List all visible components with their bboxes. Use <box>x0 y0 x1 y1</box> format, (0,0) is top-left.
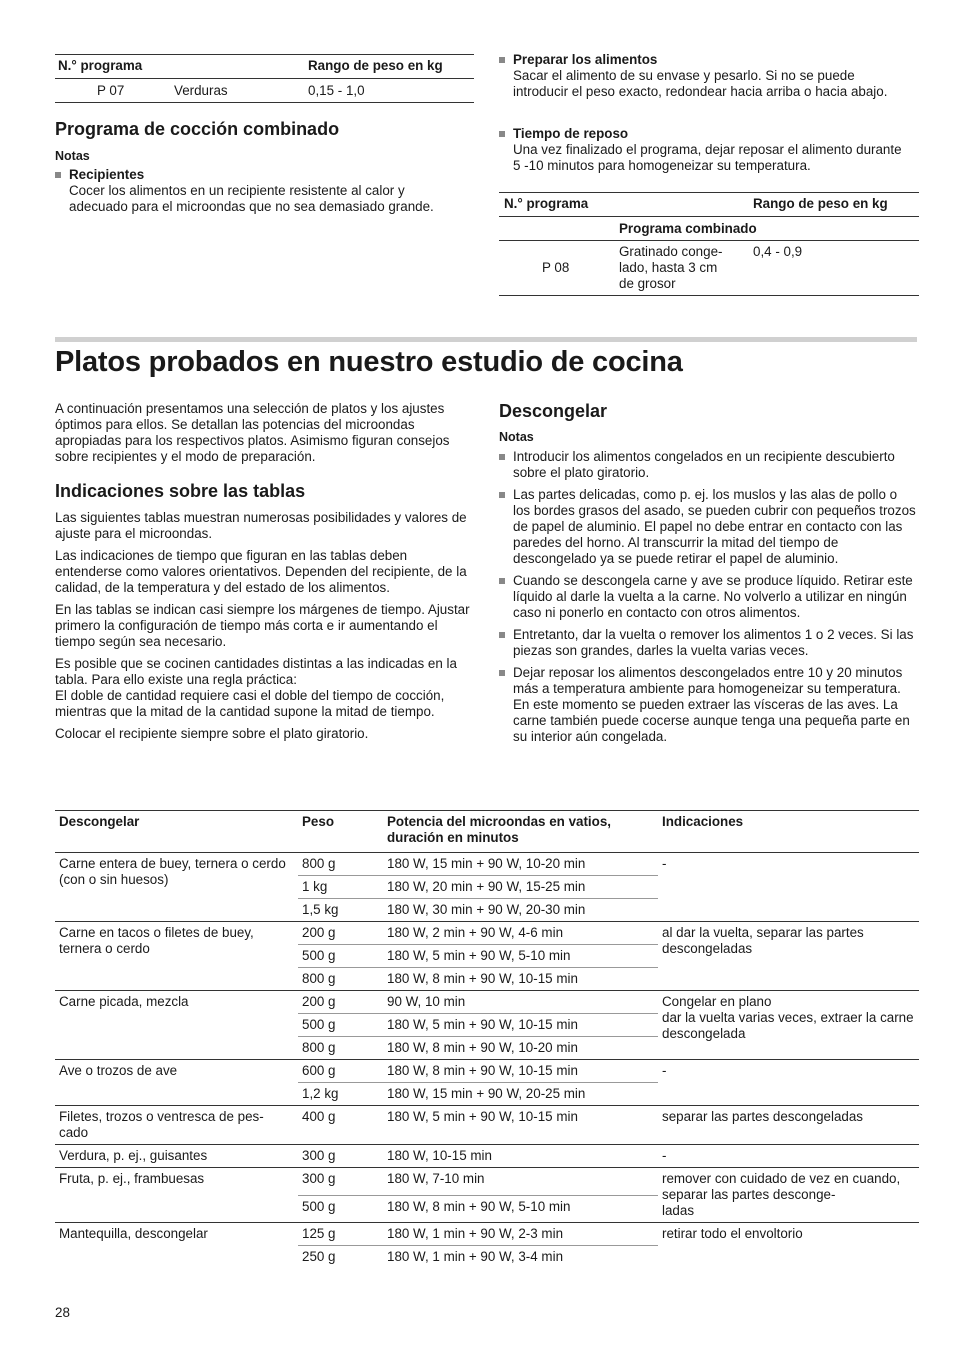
power-cell: 180 W, 20 min + 90 W, 15-25 min <box>383 876 658 899</box>
weight-cell: 800 g <box>298 853 383 876</box>
power-cell: 180 W, 8 min + 90 W, 10-15 min <box>383 1060 658 1083</box>
list-item: Las partes delicadas, como p. ej. los muslos y las alas de pollo o los bordes grasos del asado, se pueden cubrir con pequeños trozos de papel de aluminio. El papel no debe entrar en contacto con las paredes del horno. Al transcurrir la mitad del tiempo de descongelado ya se puede retirar el papel de aluminio. <box>499 487 917 567</box>
note-cell: Congelar en plano dar la vuelta varias veces, extraer la carne descongelada <box>658 991 919 1060</box>
section-title-indicaciones: Indicaciones sobre las tablas <box>55 481 306 501</box>
indicaciones-paragraph: Las siguientes tablas muestran numerosas posibilidades y valores de ajuste para el microondas. <box>55 510 467 541</box>
page-title: Platos probados en nuestro estudio de cocina <box>55 346 683 378</box>
weight-cell: 600 g <box>298 1060 383 1083</box>
bullet-square-icon <box>499 57 505 63</box>
weight-cell: 250 g <box>298 1246 383 1269</box>
weight-cell: 500 g <box>298 1014 383 1037</box>
food-cell: Fruta, p. ej., frambuesas <box>55 1168 298 1223</box>
weight-cell: 125 g <box>298 1223 383 1246</box>
bullet-preparar: Preparar los alimentos Sacar el alimento de su envase y pesarlo. Si no se puede introducir el peso exacto, redondear hacia arriba o hacia abajo. <box>499 52 909 100</box>
section-title-descongelar: Descongelar <box>499 401 608 421</box>
indicaciones-paragraph: Es posible que se cocinen cantidades distintas a las indicadas en la tabla. Para ello existe una regla práctica: El doble de cantidad requiere casi el doble del tiempo de cocción, mientras que la mitad de la cantidad supone la mitad de tiempo. <box>55 656 457 719</box>
power-cell: 180 W, 8 min + 90 W, 10-15 min <box>383 968 658 991</box>
table-row <box>55 1168 919 1196</box>
list-item: Cuando se descongela carne y ave se produce líquido. Retirar este líquido al darle la vuelta a la carne. No volverlo a utilizar en ningún caso ni ponerlo en contacto con otros alimentos. <box>499 573 917 621</box>
table-header-num: N.° programa <box>58 58 143 73</box>
food-cell: Mantequilla, descongelar <box>55 1223 298 1269</box>
defrost-table <box>55 810 919 1268</box>
note-cell: - <box>658 1145 919 1168</box>
bullet-square-icon <box>499 492 505 498</box>
list-item: Introducir los alimentos congelados en un recipiente descubierto sobre el plato giratorio. <box>499 449 917 481</box>
bullet-square-icon <box>55 172 61 178</box>
table-row <box>55 1060 919 1083</box>
column-header: Potencia del microondas en vatios, duración en minutos <box>383 811 658 853</box>
table-header-num: N.° programa <box>504 196 589 211</box>
intro-paragraph: A continuación presentamos una selección de platos y los ajustes óptimos para ellos. Se detallan las potencias del microondas apropiadas para los respectivos platos. Asimismo figuran consejos sobre recipientes y el modo de preparación. <box>55 401 450 464</box>
bullet-square-icon <box>499 632 505 638</box>
weight-cell: 200 g <box>298 922 383 945</box>
food-cell: Carne entera de buey, ternera o cerdo (con o sin huesos) <box>55 853 298 922</box>
food-cell: Ave o trozos de ave <box>55 1060 298 1106</box>
weight-cell: 1 kg <box>298 876 383 899</box>
power-cell: 180 W, 1 min + 90 W, 3-4 min <box>383 1246 658 1269</box>
power-cell: 180 W, 7-10 min <box>383 1168 658 1196</box>
weight-cell: 800 g <box>298 968 383 991</box>
bullet-square-icon <box>499 454 505 460</box>
table-header-range: Rango de peso en kg <box>308 58 443 73</box>
program-name: Verduras <box>174 83 228 98</box>
weight-cell: 500 g <box>298 1195 383 1223</box>
power-cell: 180 W, 5 min + 90 W, 10-15 min <box>383 1014 658 1037</box>
power-cell: 180 W, 1 min + 90 W, 2-3 min <box>383 1223 658 1246</box>
note-cell: - <box>658 853 919 922</box>
weight-cell: 300 g <box>298 1168 383 1196</box>
table-row <box>55 1106 919 1145</box>
bullet-square-icon <box>499 670 505 676</box>
power-cell: 180 W, 8 min + 90 W, 5-10 min <box>383 1195 658 1223</box>
program-range: 0,4 - 0,9 <box>753 244 803 259</box>
list-item: Entretanto, dar la vuelta o remover los alimentos 1 o 2 veces. Si las piezas son grandes, darles la vuelta varias veces. <box>499 627 917 659</box>
indicaciones-body <box>55 510 470 748</box>
table-subheader: Programa combinado <box>619 221 757 236</box>
food-cell: Carne en tacos o filetes de buey, ternera o cerdo <box>55 922 298 991</box>
note-cell: al dar la vuelta, separar las partes descongeladas <box>658 922 919 991</box>
power-cell: 180 W, 5 min + 90 W, 10-15 min <box>383 1106 658 1145</box>
food-cell: Carne picada, mezcla <box>55 991 298 1060</box>
power-cell: 180 W, 5 min + 90 W, 5-10 min <box>383 945 658 968</box>
table-row <box>55 853 919 876</box>
table-row <box>55 922 919 945</box>
note-cell: separar las partes descongeladas <box>658 1106 919 1145</box>
program-name: Gratinado conge- lado, hasta 3 cm de grosor <box>619 244 723 291</box>
indicaciones-paragraph: En las tablas se indican casi siempre los márgenes de tiempo. Ajustar primero la configuración de tiempo más corta e ir aumentando el tiempo según sea necesario. <box>55 602 470 649</box>
power-cell: 180 W, 15 min + 90 W, 20-25 min <box>383 1083 658 1106</box>
table-row <box>55 1145 919 1168</box>
note-cell: - <box>658 1060 919 1106</box>
note-cell: retirar todo el envoltorio <box>658 1223 919 1269</box>
weight-cell: 200 g <box>298 991 383 1014</box>
page-number: 28 <box>55 1305 70 1320</box>
section-divider <box>55 337 917 342</box>
weight-cell: 1,2 kg <box>298 1083 383 1106</box>
table-header-range: Rango de peso en kg <box>753 196 888 211</box>
column-header: Indicaciones <box>658 811 919 853</box>
weight-cell: 400 g <box>298 1106 383 1145</box>
bullet-square-icon <box>499 578 505 584</box>
section-title-combinado: Programa de cocción combinado <box>55 119 340 139</box>
power-cell: 180 W, 30 min + 90 W, 20-30 min <box>383 899 658 922</box>
note-cell: remover con cuidado de vez en cuando, separar las partes desconge- ladas <box>658 1168 919 1223</box>
indicaciones-paragraph: Las indicaciones de tiempo que figuran en las tablas deben entenderse como valores orientativos. Dependen del recipiente, de la calidad, de la temperatura y del estado de los alimentos. <box>55 548 467 595</box>
bullet-reposo: Tiempo de reposo Una vez finalizado el programa, dejar reposar el alimento durante 5 -10 minutos para homogeneizar su temperatura. <box>499 126 909 174</box>
power-cell: 180 W, 10-15 min <box>383 1145 658 1168</box>
power-cell: 180 W, 8 min + 90 W, 10-20 min <box>383 1037 658 1060</box>
bullet-recipientes: Recipientes Cocer los alimentos en un recipiente resistente al calor y adecuado para el microondas que no sea demasiado grande. <box>55 167 455 215</box>
weight-cell: 800 g <box>298 1037 383 1060</box>
bullet-square-icon <box>499 131 505 137</box>
program-range: 0,15 - 1,0 <box>308 83 365 98</box>
table-row <box>55 1223 919 1246</box>
weight-cell: 1,5 kg <box>298 899 383 922</box>
power-cell: 180 W, 2 min + 90 W, 4-6 min <box>383 922 658 945</box>
food-cell: Filetes, trozos o ventresca de pes- cado <box>55 1106 298 1145</box>
program-code: P 07 <box>97 83 125 98</box>
list-item: Dejar reposar los alimentos descongelados entre 10 y 20 minutos más a temperatura ambiente para homogeneizar su temperatura. En este momento se pueden extraer las vísceras de las aves. La carne también puede cocerse aunque tenga una pequeña parte en su interior aún congelada. <box>499 665 917 745</box>
program-code: P 08 <box>542 260 570 275</box>
descongelar-bullets <box>499 449 917 751</box>
food-cell: Verdura, p. ej., guisantes <box>55 1145 298 1168</box>
table-row <box>55 991 919 1014</box>
weight-cell: 300 g <box>298 1145 383 1168</box>
notes-label: Notas <box>499 430 534 444</box>
weight-cell: 500 g <box>298 945 383 968</box>
notes-label: Notas <box>55 149 90 163</box>
column-header: Peso <box>298 811 383 853</box>
power-cell: 180 W, 15 min + 90 W, 10-20 min <box>383 853 658 876</box>
indicaciones-paragraph: Colocar el recipiente siempre sobre el plato giratorio. <box>55 726 369 741</box>
power-cell: 90 W, 10 min <box>383 991 658 1014</box>
column-header: Descongelar <box>55 811 298 853</box>
